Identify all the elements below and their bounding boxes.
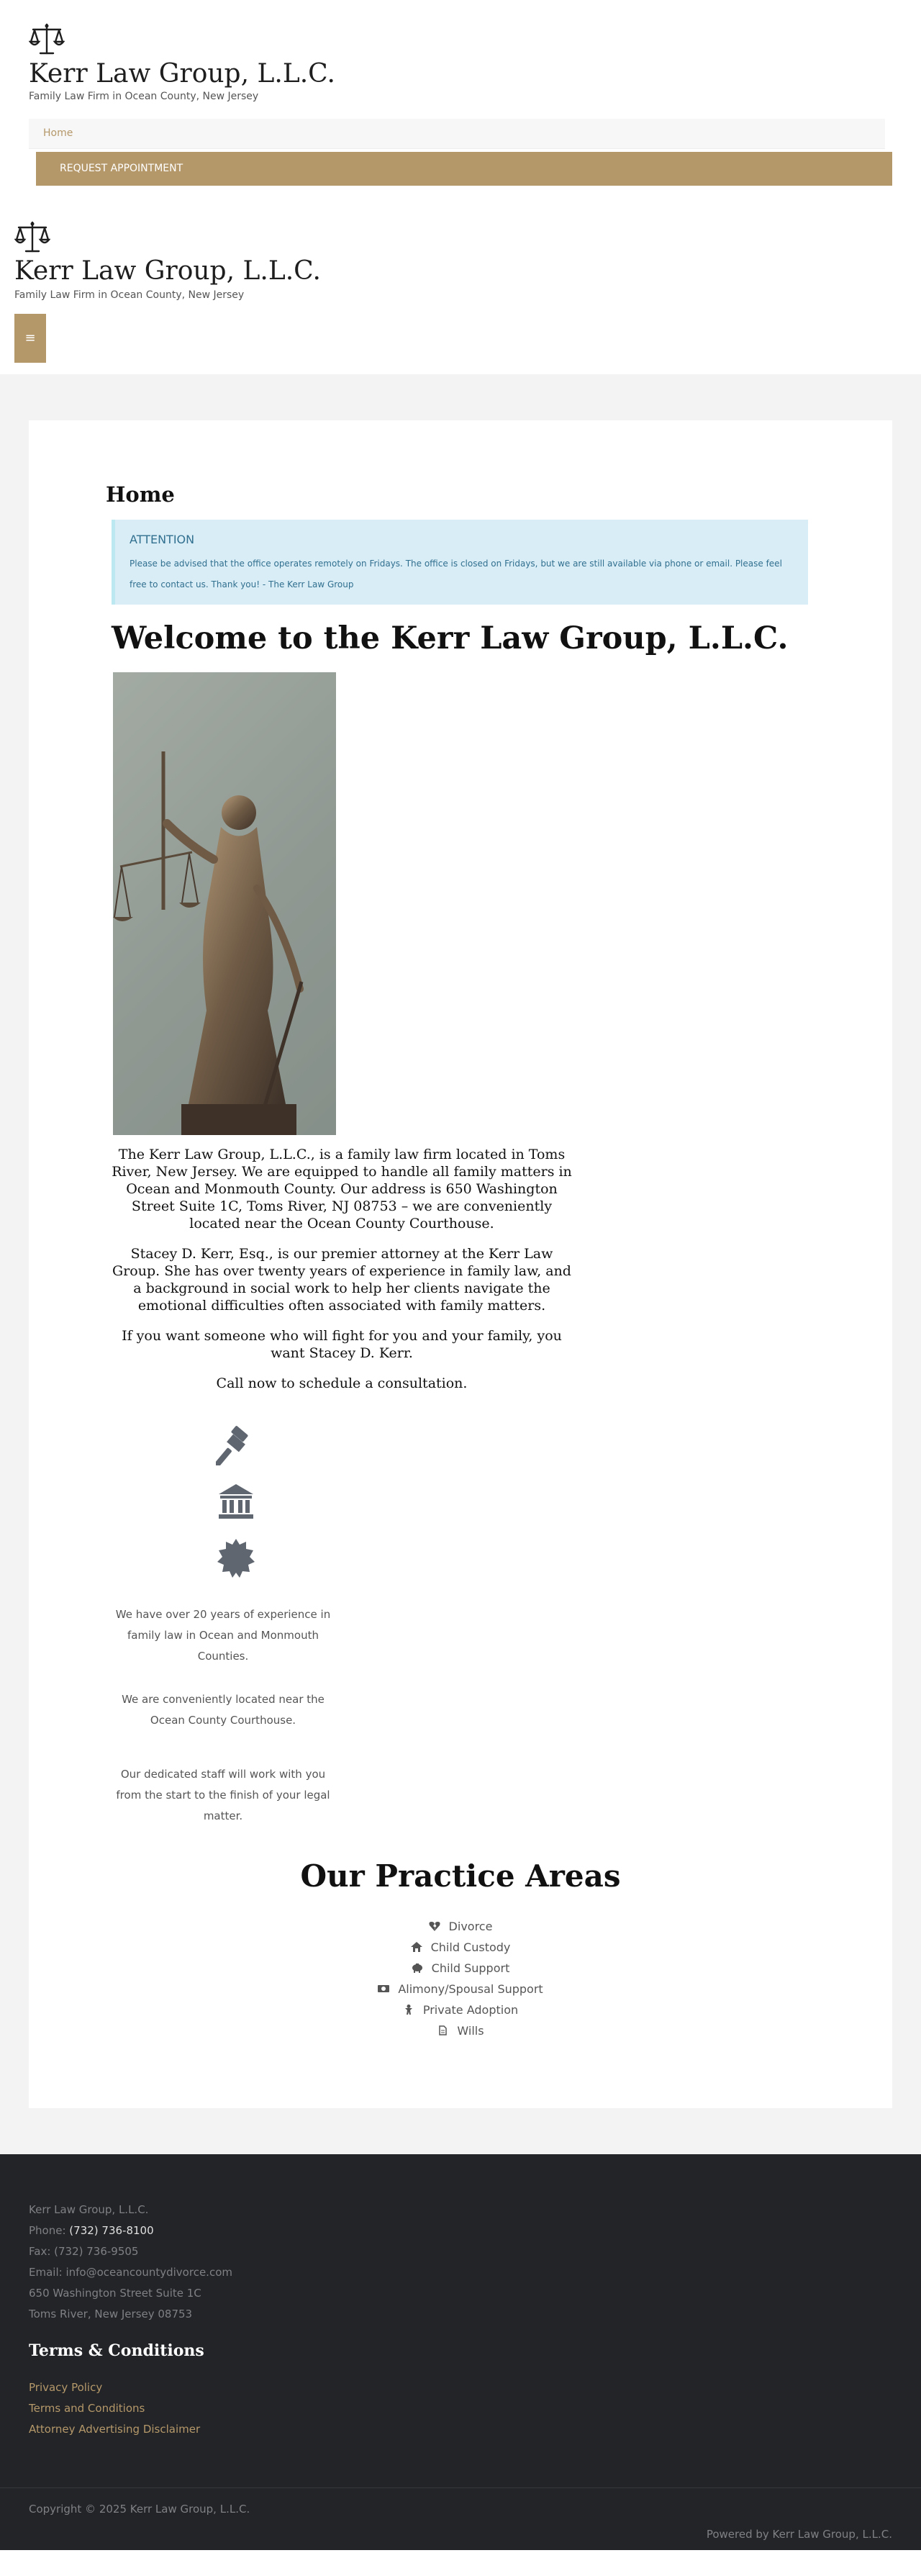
alert-body: Please be advised that the office operates remotely on Fridays. The office is closed on Fridays, but we are still available via phone or email. Please feel free to contact us. Thank you! - The Kerr Law Group — [130, 559, 782, 589]
practice-item-wills[interactable]: Wills — [29, 2020, 892, 2041]
hamburger-icon: ≡ — [24, 330, 36, 345]
courthouse-icon — [216, 1481, 256, 1522]
child-icon — [403, 2005, 414, 2015]
practice-item-divorce[interactable]: Divorce — [29, 1916, 892, 1937]
intro-paragraph: If you want someone who will fight for you and your family, you want Stacey D. Kerr. — [122, 1328, 562, 1361]
site-tagline: Family Law Firm in Ocean County, New Jersey — [29, 91, 259, 102]
lady-justice-illustration — [113, 672, 336, 1135]
gavel-icon — [216, 1425, 256, 1465]
copyright: Copyright © 2025 Kerr Law Group, L.L.C. — [29, 2503, 250, 2516]
terms-links — [29, 2377, 200, 2440]
footer-firm-name: Kerr Law Group, L.L.C. — [29, 2203, 149, 2216]
nav-item-home[interactable]: Home — [43, 127, 73, 139]
privacy-policy-link[interactable]: Privacy Policy — [29, 2381, 103, 2394]
intro-paragraph: The Kerr Law Group, L.L.C., is a family law firm located in Toms River, New Jersey. We are equipped to handle all family matters in Ocean and Monmouth County. Our address is 650 Washington Street Suite 1C, Toms River, NJ 08753 – we are conveniently located near the Ocean County Courthouse. — [112, 1147, 572, 1231]
page-title: Home — [106, 482, 175, 507]
powered-by: Powered by Kerr Law Group, L.L.C. — [706, 2528, 892, 2541]
lady-justice-statue-image — [113, 672, 336, 1135]
site-tagline-mobile: Family Law Firm in Ocean County, New Jersey — [14, 289, 245, 301]
footer-contact — [29, 2200, 232, 2325]
practice-areas-list — [29, 1916, 892, 2041]
badge-icon — [216, 1537, 256, 1578]
document-icon — [437, 2025, 448, 2035]
intro-cta: Call now to schedule a consultation. — [216, 1375, 468, 1391]
header-mobile — [0, 194, 921, 374]
content-card — [29, 420, 892, 2108]
alert-heading: ATTENTION — [130, 533, 195, 546]
practice-areas-heading: Our Practice Areas — [300, 1858, 621, 1894]
footer-address-line1: 650 Washington Street Suite 1C — [29, 2287, 201, 2300]
header-desktop — [0, 0, 921, 194]
request-appointment-button[interactable]: REQUEST APPOINTMENT — [36, 152, 892, 186]
main-nav — [29, 119, 885, 149]
site-footer — [0, 2154, 921, 2550]
attention-alert — [112, 520, 808, 605]
site-title[interactable]: Kerr Law Group, L.L.C. — [29, 59, 335, 89]
practice-item-private-adoption[interactable]: Private Adoption — [29, 1999, 892, 2020]
terms-heading: Terms & Conditions — [29, 2341, 204, 2360]
footer-divider — [0, 2487, 921, 2488]
practice-item-alimony[interactable]: Alimony/Spousal Support — [29, 1979, 892, 1999]
footer-fax: Fax: (732) 736-9505 — [29, 2245, 139, 2258]
piggy-bank-icon — [412, 1963, 423, 1973]
intro-text — [112, 1146, 572, 1405]
main-content-wrapper — [0, 374, 921, 2154]
advertising-disclaimer-link[interactable]: Attorney Advertising Disclaimer — [29, 2423, 201, 2436]
broken-heart-icon — [429, 1921, 440, 1931]
terms-conditions-link[interactable]: Terms and Conditions — [29, 2402, 145, 2415]
feature-staff: Our dedicated staff will work with you from the start to the finish of your legal matter. — [116, 1768, 330, 1822]
phone-link[interactable]: (732) 736-8100 — [69, 2224, 154, 2237]
scales-of-justice-icon[interactable] — [29, 22, 65, 58]
welcome-heading: Welcome to the Kerr Law Group, L.L.C. — [112, 620, 789, 656]
feature-icons — [216, 1425, 266, 1594]
intro-paragraph: Stacey D. Kerr, Esq., is our premier attorney at the Kerr Law Group. She has over twenty years of experience in family law, and a background in social work to help her clients navigate the emotional difficulties often associated with family matters. — [112, 1246, 571, 1314]
money-icon — [378, 1984, 389, 1994]
footer-email[interactable]: Email: info@oceancountydivorce.com — [29, 2266, 232, 2279]
practice-item-child-support[interactable]: Child Support — [29, 1958, 892, 1979]
practice-item-child-custody[interactable]: Child Custody — [29, 1937, 892, 1958]
menu-toggle-button[interactable] — [14, 314, 46, 363]
site-title-mobile[interactable]: Kerr Law Group, L.L.C. — [14, 256, 321, 286]
footer-address-line2: Toms River, New Jersey 08753 — [29, 2308, 193, 2320]
home-icon — [411, 1942, 422, 1952]
feature-location: We are conveniently located near the Ocean County Courthouse. — [122, 1693, 325, 1727]
scales-of-justice-icon[interactable] — [14, 220, 50, 256]
feature-experience: We have over 20 years of experience in family law in Ocean and Monmouth Counties. — [115, 1608, 331, 1663]
footer-phone: Phone: (732) 736-8100 — [29, 2224, 154, 2237]
